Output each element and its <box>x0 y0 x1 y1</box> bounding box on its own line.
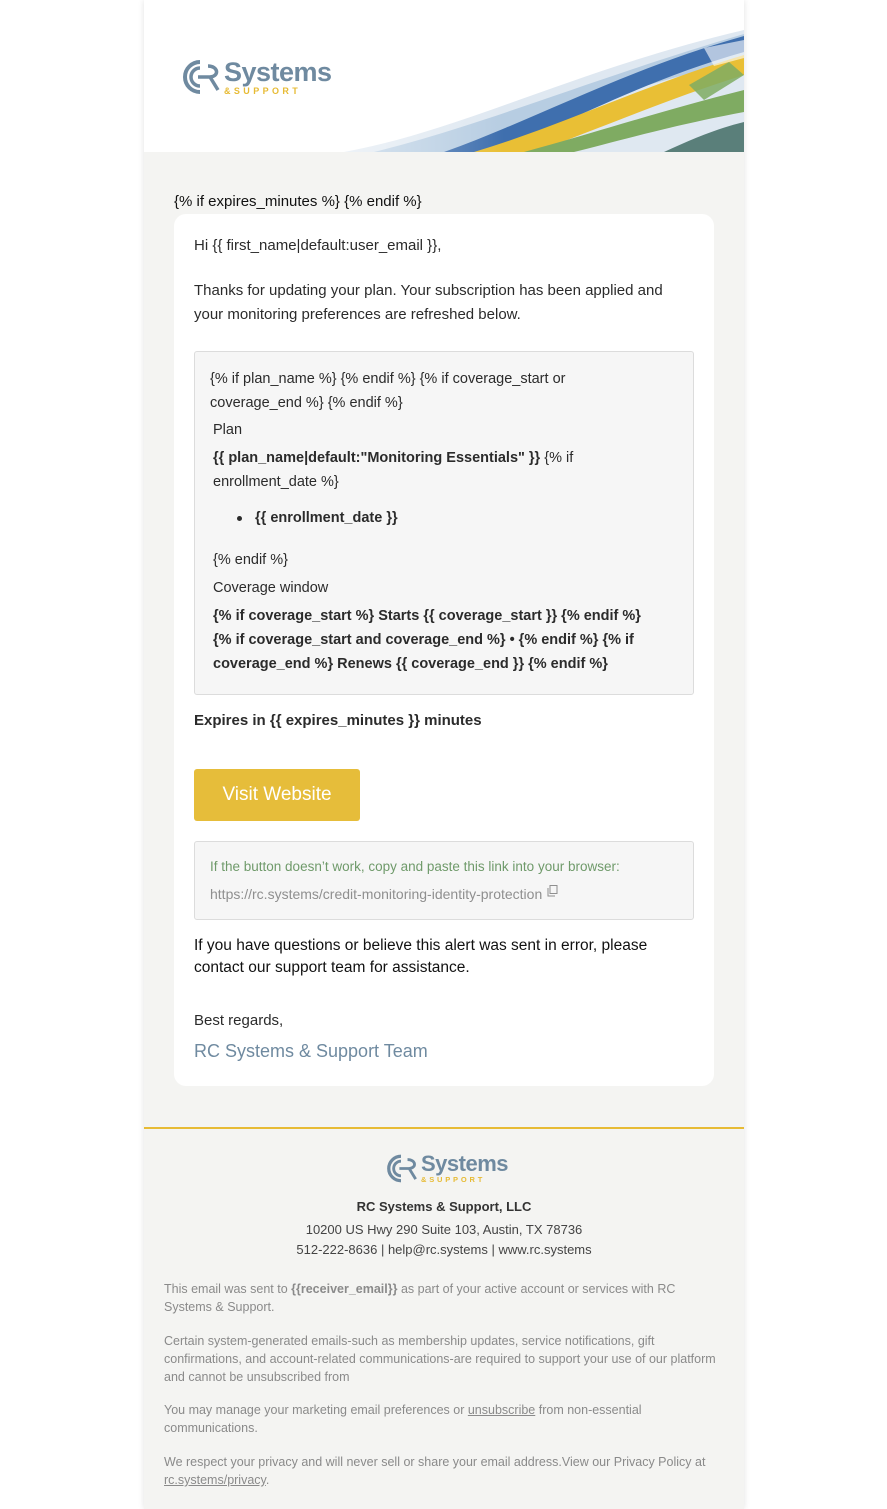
footer-brand-name: Systems <box>421 1151 509 1177</box>
email-header <box>144 0 744 152</box>
brand-sub: &SUPPORT <box>224 85 302 96</box>
enrollment-endif: {% endif %} <box>213 552 288 568</box>
plan-label: Plan <box>213 422 243 438</box>
legal-preferences <box>164 1401 724 1437</box>
bullet-icon <box>237 516 242 521</box>
message-card <box>174 214 714 1086</box>
expires-text: Expires in {{ expires_minutes }} minutes <box>194 712 482 729</box>
visit-website-button[interactable]: Visit Website <box>194 769 360 821</box>
plan-details-box <box>194 351 694 695</box>
contact-separator: | <box>377 1242 388 1257</box>
brand-name: Systems <box>224 56 332 87</box>
receiver-email: {{receiver_email}} <box>291 1282 398 1296</box>
legal-sent-to-post: as part of your active account or services with RC Systems & Support. <box>164 1282 676 1314</box>
company-address: 10200 US Hwy 290 Suite 103, Austin, TX 78736 <box>305 1222 583 1237</box>
legal-privacy-pre: We respect your privacy and will never sell or share your email address.View our Privacy Policy at <box>164 1455 706 1469</box>
brand-logo <box>178 58 332 96</box>
legal-sent-to <box>164 1280 724 1316</box>
enrollment-list-item <box>237 510 398 526</box>
fallback-link-box <box>194 841 694 920</box>
company-phone[interactable]: 512-222-8636 <box>296 1242 378 1257</box>
unsubscribe-link[interactable]: unsubscribe <box>467 1403 536 1417</box>
fallback-hint: If the button doesn’t work, copy and paste this link into your browser: <box>210 859 620 874</box>
company-name: RC Systems & Support, LLC <box>356 1199 532 1214</box>
company-email[interactable]: help@rc.systems <box>387 1242 488 1257</box>
intro-text: Thanks for updating your plan. Your subscription has been applied and your monitoring preferences are refreshed below. <box>194 282 663 323</box>
team-signature: RC Systems & Support Team <box>194 1041 428 1061</box>
legal-privacy <box>164 1453 724 1489</box>
legal-preferences-post: from non-essential communications. <box>164 1403 642 1435</box>
coverage-line-3: coverage_end %} Renews {{ coverage_end }} {% endif %} <box>213 656 608 672</box>
coverage-line-1: {% if coverage_start %} Starts {{ coverage_start }} {% endif %} <box>213 608 641 624</box>
company-contact <box>144 1242 744 1257</box>
legal-privacy-post: . <box>265 1473 270 1487</box>
legal-required-emails: Certain system-generated emails-such as membership updates, service notifications, gift confirmations, and account-related communications-are required to support your use of our platform and cannot be unsubscribed from <box>164 1334 716 1384</box>
details-conditional-line-1: {% if plan_name %} {% endif %} {% if coverage_start or <box>210 371 566 387</box>
regards-text: Best regards, <box>194 1012 284 1029</box>
coverage-label: Coverage window <box>213 580 329 596</box>
enrollment-date: {{ enrollment_date }} <box>255 510 398 526</box>
legal-preferences-pre: You may manage your marketing email preferences or <box>164 1403 468 1417</box>
questions-text: If you have questions or believe this alert was sent in error, please contact our support team for assistance. <box>194 937 648 976</box>
footer-divider <box>144 1127 744 1129</box>
plan-value: {{ plan_name|default:"Monitoring Essentials" }} <box>213 450 541 466</box>
company-website[interactable]: www.rc.systems <box>498 1242 592 1257</box>
expires-template-wrapper: {% if expires_minutes %} {% endif %} <box>174 193 422 210</box>
legal-sent-to-pre: This email was sent to <box>164 1282 292 1296</box>
footer-brand-sub: &SUPPORT <box>421 1175 486 1185</box>
rc-logo-icon <box>383 1153 419 1184</box>
contact-separator: | <box>487 1242 499 1257</box>
greeting: Hi {{ first_name|default:user_email }}, <box>194 237 442 254</box>
enrollment-if: enrollment_date %} <box>213 474 339 490</box>
details-conditional-line-2: coverage_end %} {% endif %} <box>210 395 403 411</box>
fallback-url[interactable]: https://rc.systems/credit-monitoring-identity-protection <box>210 886 543 902</box>
copy-icon[interactable] <box>547 885 558 897</box>
rc-logo-icon <box>178 58 222 96</box>
privacy-link[interactable]: rc.systems/privacy <box>164 1473 266 1487</box>
footer-logo <box>383 1153 508 1184</box>
coverage-line-2: {% if coverage_start and coverage_end %} • {% endif %} {% if <box>213 632 634 648</box>
plan-value-line <box>213 446 573 470</box>
plan-if-rest: {% if <box>540 450 574 466</box>
email-container <box>144 0 744 1509</box>
fallback-url-row <box>210 886 558 902</box>
